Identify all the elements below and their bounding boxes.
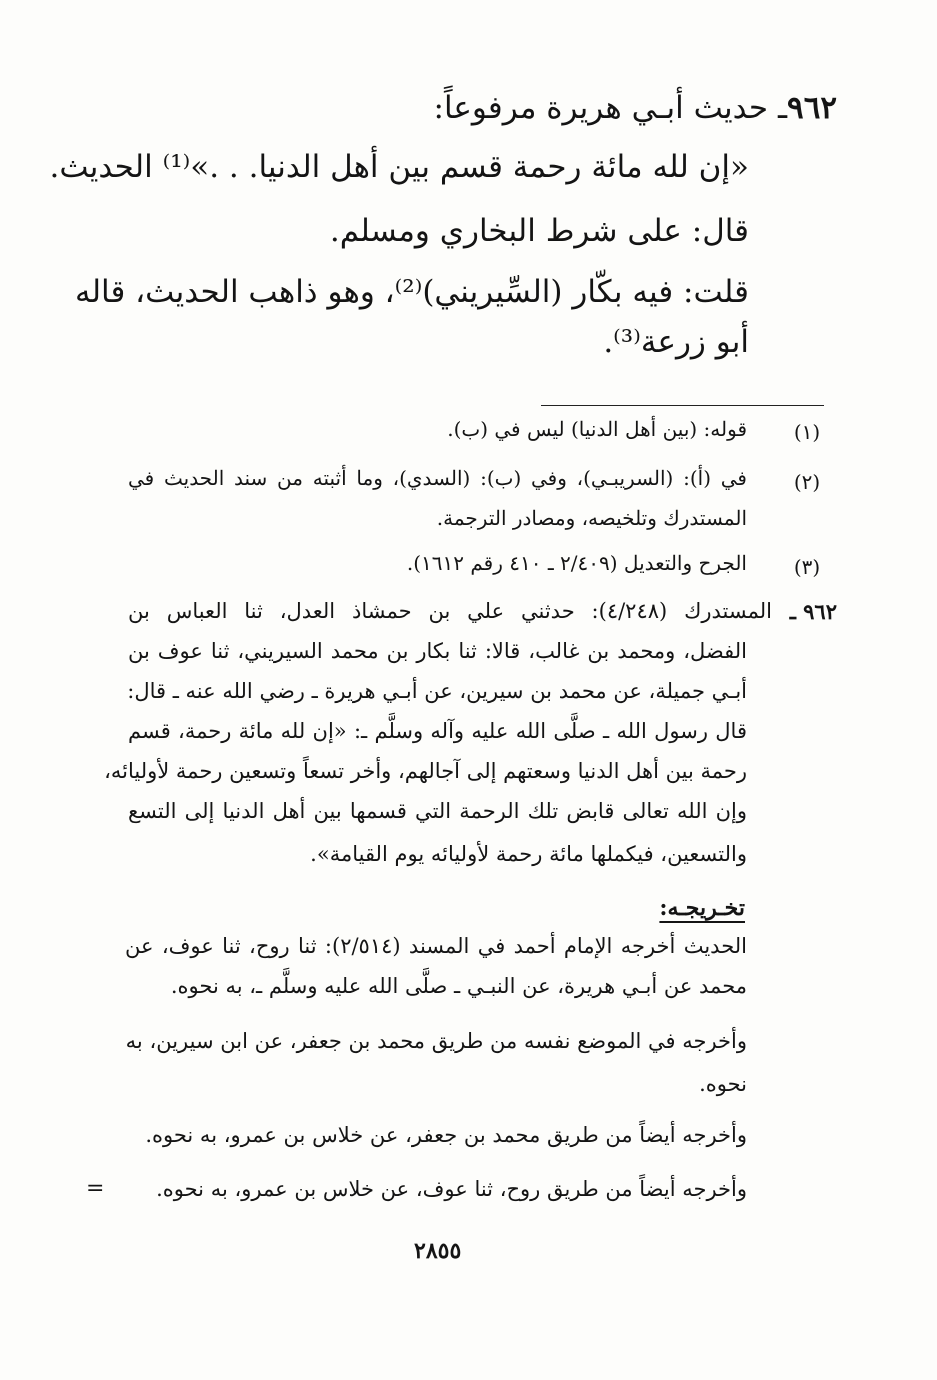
hadith-verdict: قال: على شرط البخاري ومسلم. [329,213,749,249]
takhrij-paragraph-line: وأخرجه في الموضع نفسه من طريق محمد بن جعفر، عن ابن سيرين، به [125,1029,747,1053]
footnote-number: (٣) [793,555,821,579]
page-number: ٢٨٥٥ [414,1238,462,1264]
footnote-text: المستدرك وتلخيصه، ومصادر الترجمة. [436,506,747,530]
takhrij-paragraph-line: الحديث أخرجه الإمام أحمد في المسند (٢/٥١٤): ثنا روح، ثنا عوف، عن [125,934,747,958]
mustadrak-line: رحمة بين أهل الدنيا وسعتهم إلى آجالهم، وأخر تسعاً وتسعين رحمة لأوليائه، [104,759,747,783]
hadith-heading-text: ـ حديث أبـي هريرة مرفوعاً: [433,90,788,126]
takhrij-paragraph-line: نحوه. [699,1072,747,1096]
mustadrak-line: والتسعين، فيكملها مائة رحمة لأوليائه يوم القيامة». [310,842,747,866]
hadith-comment-line1: قلت: فيه بكّار (السِّيريني)⁽²⁾، وهو ذاهب الحديث، قاله [74,274,749,310]
mustadrak-line: المستدرك (٤/٢٤٨): حدثني علي بن حمشاذ العدل، ثنا العباس بن [128,599,772,623]
takhrij-paragraph: وأخرجه أيضاً من طريق محمد بن جعفر، عن خلاس بن عمرو، به نحوه. [145,1123,747,1147]
mustadrak-line: قال رسول الله ـ صلَّى الله عليه وآله وسلَّم ـ: «إن لله مائة رحمة، قسم [128,719,747,743]
continuation-mark: = [86,1176,105,1201]
mustadrak-number: ٩٦٢ ـ [789,599,837,624]
footnote-number: (١) [793,420,821,444]
footnote-text: في (أ): (السريبـي)، وفي (ب): (السدي)، وما أثبته من سند الحديث في [128,466,747,490]
mustadrak-line: وإن الله تعالى قابض تلك الرحمة التي قسمها بين أهل الدنيا إلى التسع [128,799,747,823]
mustadrak-line: الفضل، ومحمد بن غالب، قالا: ثنا بكار بن محمد السيريني، ثنا عوف بن [128,639,747,663]
footnote-separator [541,405,824,406]
takhrij-heading: تخـريجـه: [659,895,745,921]
takhrij-paragraph-line: محمد عن أبـي هريرة، عن النبـي ـ صلَّى الله عليه وسلَّم ـ، به نحوه. [170,974,747,998]
footnote-number: (٢) [793,470,821,494]
hadith-number: ٩٦٢ [787,90,837,126]
hadith-text: «إن لله مائة رحمة قسم بين أهل الدنيا. . .»⁽¹⁾ الحديث. [49,149,749,185]
footnote-text: قوله: (بين أهل الدنيا) ليس في (ب). [447,417,747,441]
mustadrak-line: أبـي جميلة، عن محمد بن سيرين، عن أبـي هريرة ـ رضي الله عنه ـ قال: [127,679,747,703]
takhrij-paragraph: وأخرجه أيضاً من طريق روح، ثنا عوف، عن خلاس بن عمرو، به نحوه. [156,1177,747,1201]
hadith-heading [434,86,837,130]
footnote-text: الجرح والتعديل (٢/٤٠٩ ـ ٤١٠ رقم ١٦١٢). [406,551,747,575]
hadith-comment-line2: أبو زرعة⁽³⁾. [603,324,749,360]
